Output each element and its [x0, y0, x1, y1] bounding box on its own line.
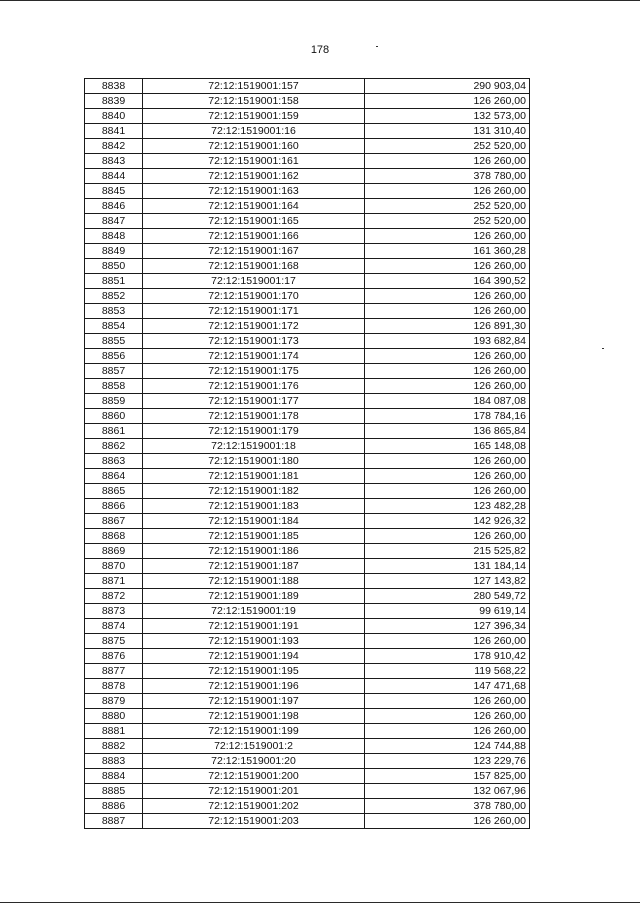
cadastral-number-cell: 72:12:1519001:179	[143, 424, 365, 439]
table-row	[85, 139, 530, 154]
row-number-cell: 8877	[85, 664, 143, 679]
table-row	[85, 469, 530, 484]
row-number-cell: 8856	[85, 349, 143, 364]
row-number-cell: 8847	[85, 214, 143, 229]
table-row	[85, 709, 530, 724]
table-row	[85, 319, 530, 334]
cadastral-number-cell: 72:12:1519001:2	[143, 739, 365, 754]
cadastral-number-cell: 72:12:1519001:175	[143, 364, 365, 379]
cadastral-number-cell: 72:12:1519001:158	[143, 94, 365, 109]
cadastral-number-cell: 72:12:1519001:195	[143, 664, 365, 679]
cadastral-number-cell: 72:12:1519001:180	[143, 454, 365, 469]
scan-speck	[602, 348, 604, 349]
value-cell: 126 260,00	[365, 304, 530, 319]
value-cell: 119 568,22	[365, 664, 530, 679]
row-number-cell: 8864	[85, 469, 143, 484]
row-number-cell: 8869	[85, 544, 143, 559]
table-row	[85, 784, 530, 799]
table-row	[85, 664, 530, 679]
row-number-cell: 8867	[85, 514, 143, 529]
table-row	[85, 694, 530, 709]
row-number-cell: 8845	[85, 184, 143, 199]
row-number-cell: 8860	[85, 409, 143, 424]
cadastral-number-cell: 72:12:1519001:187	[143, 559, 365, 574]
table-row	[85, 169, 530, 184]
table-row	[85, 379, 530, 394]
row-number-cell: 8846	[85, 199, 143, 214]
cadastral-number-cell: 72:12:1519001:181	[143, 469, 365, 484]
value-cell: 193 682,84	[365, 334, 530, 349]
cadastral-number-cell: 72:12:1519001:16	[143, 124, 365, 139]
cadastral-number-cell: 72:12:1519001:173	[143, 334, 365, 349]
table-row	[85, 454, 530, 469]
table-row	[85, 124, 530, 139]
cadastral-value-table	[84, 78, 530, 829]
row-number-cell: 8848	[85, 229, 143, 244]
table-row	[85, 289, 530, 304]
cadastral-number-cell: 72:12:1519001:171	[143, 304, 365, 319]
row-number-cell: 8872	[85, 589, 143, 604]
table-row	[85, 409, 530, 424]
cadastral-number-cell: 72:12:1519001:20	[143, 754, 365, 769]
table-row	[85, 724, 530, 739]
value-cell: 126 260,00	[365, 529, 530, 544]
value-cell: 126 260,00	[365, 484, 530, 499]
table-row	[85, 79, 530, 94]
cadastral-number-cell: 72:12:1519001:191	[143, 619, 365, 634]
cadastral-number-cell: 72:12:1519001:18	[143, 439, 365, 454]
value-cell: 378 780,00	[365, 169, 530, 184]
table-row	[85, 739, 530, 754]
cadastral-number-cell: 72:12:1519001:193	[143, 634, 365, 649]
table-row	[85, 769, 530, 784]
row-number-cell: 8851	[85, 274, 143, 289]
cadastral-number-cell: 72:12:1519001:170	[143, 289, 365, 304]
scan-speck	[376, 46, 378, 47]
table-row	[85, 529, 530, 544]
row-number-cell: 8852	[85, 289, 143, 304]
value-cell: 157 825,00	[365, 769, 530, 784]
value-cell: 378 780,00	[365, 799, 530, 814]
value-cell: 252 520,00	[365, 199, 530, 214]
row-number-cell: 8887	[85, 814, 143, 829]
table-row	[85, 424, 530, 439]
value-cell: 126 260,00	[365, 709, 530, 724]
row-number-cell: 8873	[85, 604, 143, 619]
value-cell: 127 143,82	[365, 574, 530, 589]
row-number-cell: 8874	[85, 619, 143, 634]
table-row	[85, 334, 530, 349]
row-number-cell: 8841	[85, 124, 143, 139]
cadastral-number-cell: 72:12:1519001:166	[143, 229, 365, 244]
value-cell: 131 310,40	[365, 124, 530, 139]
value-cell: 161 360,28	[365, 244, 530, 259]
row-number-cell: 8870	[85, 559, 143, 574]
value-cell: 126 260,00	[365, 349, 530, 364]
value-cell: 126 260,00	[365, 454, 530, 469]
cadastral-number-cell: 72:12:1519001:189	[143, 589, 365, 604]
cadastral-number-cell: 72:12:1519001:199	[143, 724, 365, 739]
row-number-cell: 8857	[85, 364, 143, 379]
cadastral-number-cell: 72:12:1519001:185	[143, 529, 365, 544]
cadastral-number-cell: 72:12:1519001:172	[143, 319, 365, 334]
table-row	[85, 484, 530, 499]
table-row	[85, 214, 530, 229]
value-cell: 131 184,14	[365, 559, 530, 574]
cadastral-number-cell: 72:12:1519001:203	[143, 814, 365, 829]
value-cell: 178 910,42	[365, 649, 530, 664]
cadastral-number-cell: 72:12:1519001:200	[143, 769, 365, 784]
cadastral-number-cell: 72:12:1519001:197	[143, 694, 365, 709]
value-cell: 99 619,14	[365, 604, 530, 619]
row-number-cell: 8865	[85, 484, 143, 499]
table-row	[85, 229, 530, 244]
table-row	[85, 754, 530, 769]
row-number-cell: 8886	[85, 799, 143, 814]
value-cell: 126 260,00	[365, 469, 530, 484]
table-row	[85, 304, 530, 319]
table-row	[85, 259, 530, 274]
value-cell: 124 744,88	[365, 739, 530, 754]
row-number-cell: 8863	[85, 454, 143, 469]
cadastral-number-cell: 72:12:1519001:164	[143, 199, 365, 214]
cadastral-number-cell: 72:12:1519001:161	[143, 154, 365, 169]
table-row	[85, 814, 530, 829]
value-cell: 252 520,00	[365, 139, 530, 154]
table-row	[85, 499, 530, 514]
row-number-cell: 8866	[85, 499, 143, 514]
page-number: 178	[310, 44, 330, 56]
value-cell: 127 396,34	[365, 619, 530, 634]
table-row	[85, 184, 530, 199]
cadastral-number-cell: 72:12:1519001:163	[143, 184, 365, 199]
value-cell: 126 260,00	[365, 94, 530, 109]
value-cell: 215 525,82	[365, 544, 530, 559]
table-row	[85, 574, 530, 589]
bottom-border-line	[0, 902, 640, 903]
table-row	[85, 559, 530, 574]
cadastral-number-cell: 72:12:1519001:196	[143, 679, 365, 694]
table-row	[85, 244, 530, 259]
value-cell: 280 549,72	[365, 589, 530, 604]
top-border-line	[0, 0, 640, 1]
value-cell: 126 260,00	[365, 154, 530, 169]
value-cell: 126 260,00	[365, 259, 530, 274]
row-number-cell: 8884	[85, 769, 143, 784]
table-row	[85, 274, 530, 289]
value-cell: 126 260,00	[365, 379, 530, 394]
cadastral-number-cell: 72:12:1519001:17	[143, 274, 365, 289]
value-cell: 126 260,00	[365, 724, 530, 739]
table-row	[85, 364, 530, 379]
value-cell: 126 260,00	[365, 634, 530, 649]
value-cell: 126 260,00	[365, 289, 530, 304]
table-row	[85, 154, 530, 169]
table-row	[85, 604, 530, 619]
row-number-cell: 8842	[85, 139, 143, 154]
value-cell: 132 573,00	[365, 109, 530, 124]
row-number-cell: 8861	[85, 424, 143, 439]
value-cell: 126 260,00	[365, 229, 530, 244]
cadastral-number-cell: 72:12:1519001:182	[143, 484, 365, 499]
table-row	[85, 94, 530, 109]
table-row	[85, 544, 530, 559]
value-cell: 136 865,84	[365, 424, 530, 439]
row-number-cell: 8840	[85, 109, 143, 124]
table-row	[85, 109, 530, 124]
cadastral-number-cell: 72:12:1519001:194	[143, 649, 365, 664]
table-row	[85, 514, 530, 529]
table-body	[85, 79, 530, 829]
row-number-cell: 8885	[85, 784, 143, 799]
cadastral-number-cell: 72:12:1519001:174	[143, 349, 365, 364]
value-cell: 164 390,52	[365, 274, 530, 289]
value-cell: 184 087,08	[365, 394, 530, 409]
row-number-cell: 8862	[85, 439, 143, 454]
cadastral-number-cell: 72:12:1519001:167	[143, 244, 365, 259]
row-number-cell: 8854	[85, 319, 143, 334]
cadastral-number-cell: 72:12:1519001:157	[143, 79, 365, 94]
value-cell: 147 471,68	[365, 679, 530, 694]
row-number-cell: 8879	[85, 694, 143, 709]
cadastral-number-cell: 72:12:1519001:177	[143, 394, 365, 409]
row-number-cell: 8876	[85, 649, 143, 664]
value-cell: 126 260,00	[365, 184, 530, 199]
row-number-cell: 8859	[85, 394, 143, 409]
value-cell: 126 260,00	[365, 814, 530, 829]
table-row	[85, 589, 530, 604]
row-number-cell: 8838	[85, 79, 143, 94]
row-number-cell: 8878	[85, 679, 143, 694]
row-number-cell: 8853	[85, 304, 143, 319]
row-number-cell: 8839	[85, 94, 143, 109]
cadastral-number-cell: 72:12:1519001:159	[143, 109, 365, 124]
row-number-cell: 8868	[85, 529, 143, 544]
cadastral-number-cell: 72:12:1519001:160	[143, 139, 365, 154]
row-number-cell: 8849	[85, 244, 143, 259]
table-row	[85, 199, 530, 214]
cadastral-number-cell: 72:12:1519001:176	[143, 379, 365, 394]
value-cell: 126 260,00	[365, 694, 530, 709]
cadastral-number-cell: 72:12:1519001:183	[143, 499, 365, 514]
row-number-cell: 8880	[85, 709, 143, 724]
row-number-cell: 8883	[85, 754, 143, 769]
cadastral-number-cell: 72:12:1519001:178	[143, 409, 365, 424]
table-row	[85, 394, 530, 409]
table-row	[85, 619, 530, 634]
table-row	[85, 649, 530, 664]
cadastral-number-cell: 72:12:1519001:201	[143, 784, 365, 799]
cadastral-number-cell: 72:12:1519001:168	[143, 259, 365, 274]
value-cell: 123 229,76	[365, 754, 530, 769]
cadastral-number-cell: 72:12:1519001:162	[143, 169, 365, 184]
table-row	[85, 634, 530, 649]
cadastral-number-cell: 72:12:1519001:198	[143, 709, 365, 724]
cadastral-number-cell: 72:12:1519001:19	[143, 604, 365, 619]
table-row	[85, 349, 530, 364]
value-cell: 126 260,00	[365, 364, 530, 379]
cadastral-number-cell: 72:12:1519001:186	[143, 544, 365, 559]
table-row	[85, 439, 530, 454]
row-number-cell: 8875	[85, 634, 143, 649]
value-cell: 178 784,16	[365, 409, 530, 424]
row-number-cell: 8850	[85, 259, 143, 274]
row-number-cell: 8858	[85, 379, 143, 394]
cadastral-number-cell: 72:12:1519001:202	[143, 799, 365, 814]
row-number-cell: 8871	[85, 574, 143, 589]
table-row	[85, 679, 530, 694]
value-cell: 126 891,30	[365, 319, 530, 334]
table-row	[85, 799, 530, 814]
cadastral-number-cell: 72:12:1519001:188	[143, 574, 365, 589]
value-cell: 290 903,04	[365, 79, 530, 94]
value-cell: 142 926,32	[365, 514, 530, 529]
row-number-cell: 8844	[85, 169, 143, 184]
row-number-cell: 8881	[85, 724, 143, 739]
row-number-cell: 8855	[85, 334, 143, 349]
cadastral-number-cell: 72:12:1519001:184	[143, 514, 365, 529]
value-cell: 132 067,96	[365, 784, 530, 799]
row-number-cell: 8843	[85, 154, 143, 169]
value-cell: 165 148,08	[365, 439, 530, 454]
value-cell: 123 482,28	[365, 499, 530, 514]
cadastral-number-cell: 72:12:1519001:165	[143, 214, 365, 229]
value-cell: 252 520,00	[365, 214, 530, 229]
row-number-cell: 8882	[85, 739, 143, 754]
